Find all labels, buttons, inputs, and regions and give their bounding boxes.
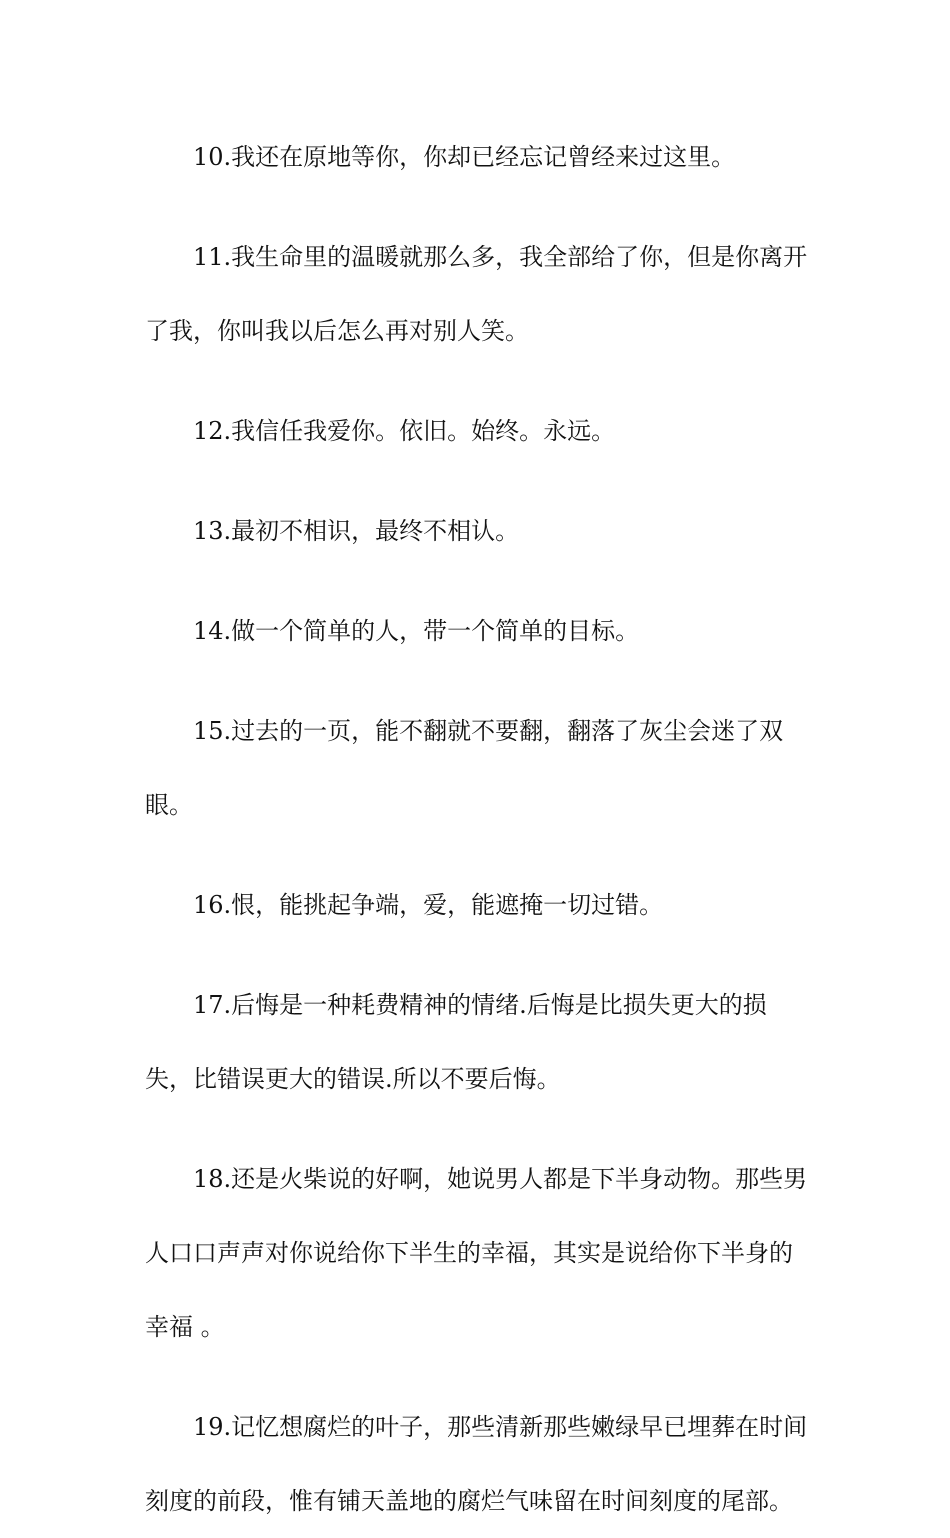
paragraph-18: 18.还是火柴说的好啊，她说男人都是下半身动物。那些男人口口声声对你说给你下半生的幸福，其实是说给你下半身的幸福 。 <box>145 1165 808 1341</box>
document-body <box>145 120 813 1538</box>
paragraph-10: 10.我还在原地等你，你却已经忘记曾经来过这里。 <box>193 143 736 171</box>
paragraph-12: 12.我信任我爱你。依旧。始终。永远。 <box>193 417 616 445</box>
paragraph-16: 16.恨，能挑起争端，爱，能遮掩一切过错。 <box>193 891 664 919</box>
paragraph-15: 15.过去的一页，能不翻就不要翻，翻落了灰尘会迷了双眼。 <box>145 717 784 819</box>
paragraph-14: 14.做一个简单的人，带一个简单的目标。 <box>193 617 640 645</box>
paragraph-11: 11.我生命里的温暖就那么多，我全部给了你，但是你离开了我，你叫我以后怎么再对别人笑。 <box>145 243 808 345</box>
paragraph-13: 13.最初不相识，最终不相认。 <box>193 517 520 545</box>
paragraph-17: 17.后悔是一种耗费精神的情绪.后悔是比损失更大的损失，比错误更大的错误.所以不要后悔。 <box>145 991 767 1093</box>
paragraph-19: 19.记忆想腐烂的叶子，那些清新那些嫩绿早已埋葬在时间刻度的前段，惟有铺天盖地的腐烂气味留在时间刻度的尾部。 <box>145 1413 808 1515</box>
